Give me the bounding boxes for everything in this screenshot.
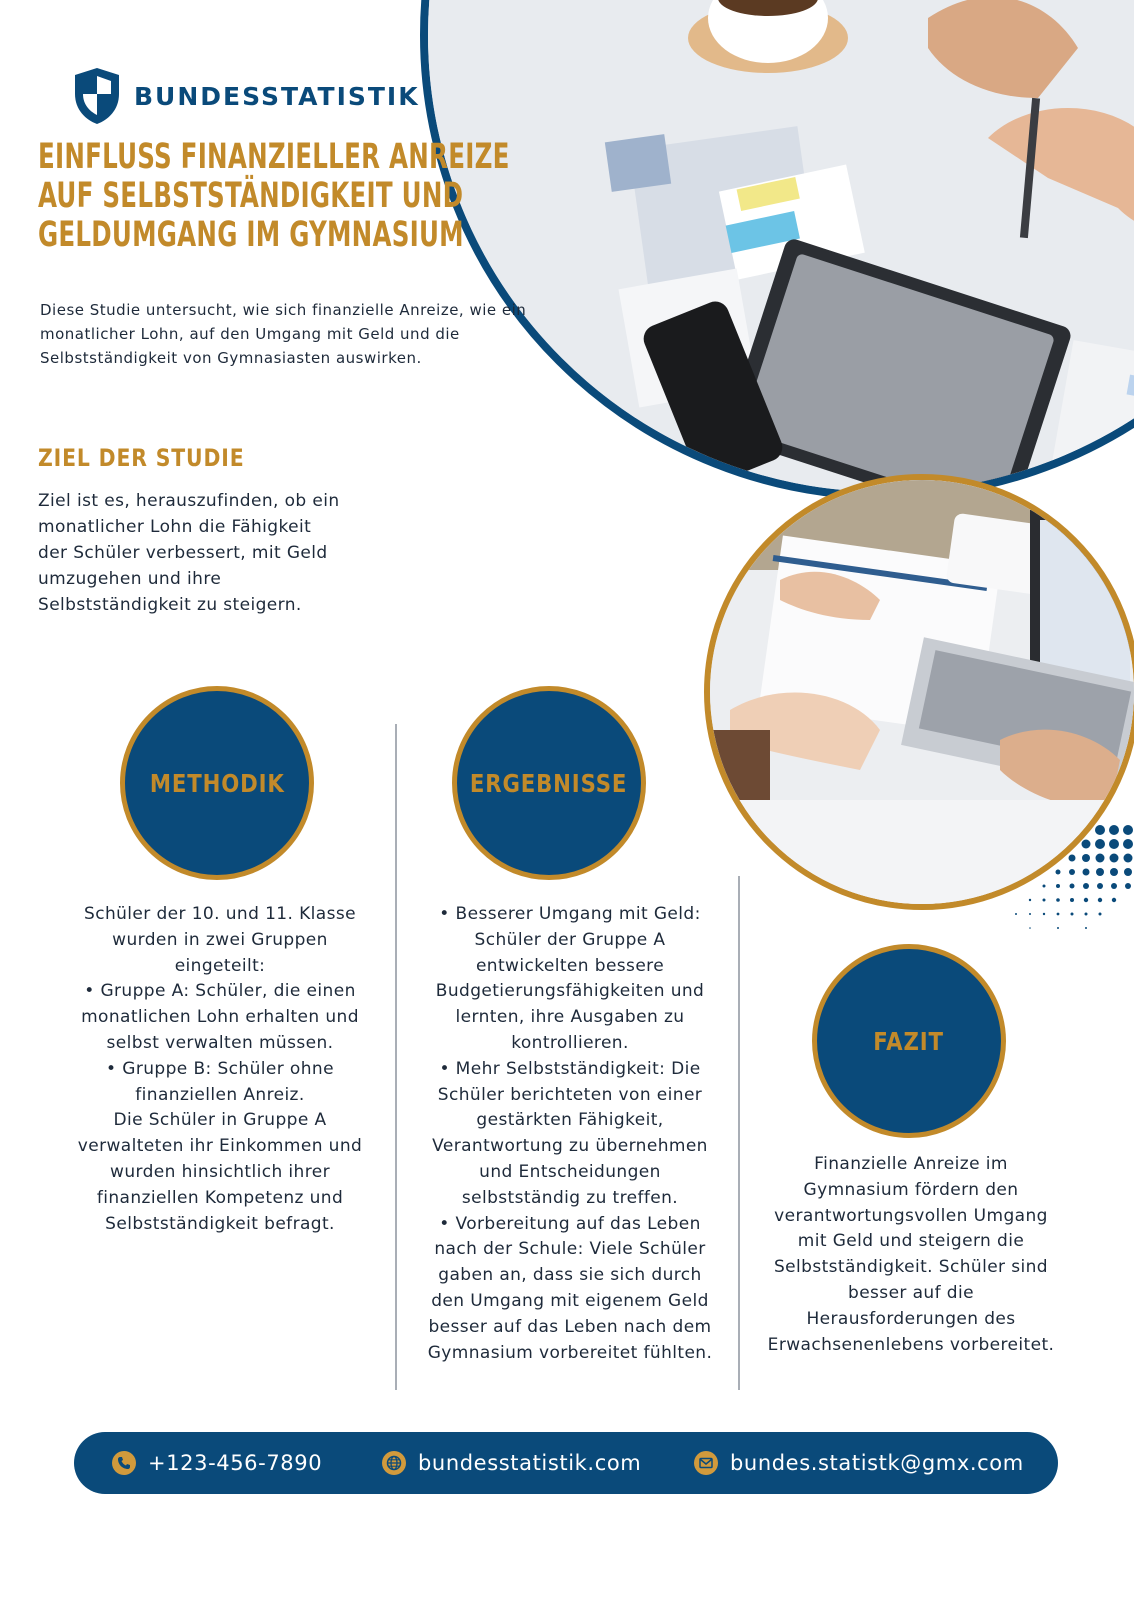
intro-line-2: monatlicher Lohn, auf den Umgang mit Geld und die [40, 325, 460, 343]
ergebnisse-line: und Entscheidungen [479, 1161, 661, 1182]
ergebnisse-line: nach der Schule: Viele Schüler [434, 1239, 706, 1260]
title-line-1: EINFLUSS FINANZIELLER ANREIZE [38, 137, 510, 177]
methodik-line: wurden hinsichtlich ihrer [110, 1161, 330, 1182]
intro-line-3: Selbstständigkeit von Gymnasiasten auswirken. [40, 349, 422, 367]
fazit-line: Herausforderungen des [806, 1308, 1016, 1329]
website-link: bundesstatistik.com [418, 1451, 642, 1475]
ergebnisse-line: Budgetierungsfähigkeiten und [435, 981, 705, 1002]
globe-icon [382, 1451, 406, 1475]
footer-website[interactable] [382, 1432, 641, 1494]
ergebnisse-line: Schüler berichteten von einer [437, 1084, 703, 1105]
ergebnisse-line: Verantwortung zu übernehmen [432, 1136, 708, 1157]
office-photo [704, 474, 1134, 910]
ergebnisse-line: lernten, ihre Ausgaben zu [455, 1007, 685, 1028]
methodik-text [50, 902, 390, 1237]
ziel-heading: ZIEL DER STUDIE [38, 444, 245, 472]
page-title [38, 138, 558, 255]
fazit-line: Gymnasium fördern den [803, 1179, 1019, 1200]
ergebnisse-text [400, 902, 740, 1366]
methodik-line: finanziellen Kompetenz und [96, 1187, 344, 1208]
ergebnisse-line: gestärkten Fähigkeit, [476, 1110, 664, 1131]
footer-phone[interactable] [112, 1432, 322, 1494]
phone-number: +123-456-7890 [148, 1451, 323, 1475]
fazit-line: mit Geld und steigern die [797, 1231, 1025, 1252]
ergebnisse-line: gaben an, dass sie sich durch [438, 1265, 702, 1286]
fazit-line: besser auf die [848, 1282, 974, 1303]
ergebnisse-line: Gymnasium vorbereitet fühlten. [427, 1342, 713, 1363]
shield-icon [72, 66, 122, 126]
fazit-line: Finanzielle Anreize im [814, 1154, 1008, 1174]
ergebnisse-line: Schüler der Gruppe A [474, 929, 666, 950]
ergebnisse-line: selbstständig zu treffen. [461, 1187, 679, 1208]
brand-logo [72, 66, 420, 126]
ergebnisse-line: • Besserer Umgang mit Geld: [439, 904, 701, 924]
fazit-line: verantwortungsvollen Umgang [774, 1205, 1048, 1226]
email-address: bundes.statistk@gmx.com [730, 1451, 1024, 1475]
methodik-line: selbst verwalten müssen. [106, 1032, 334, 1053]
fazit-heading: FAZIT [873, 1026, 945, 1056]
phone-icon [112, 1451, 136, 1475]
methodik-heading: METHODIK [149, 768, 285, 798]
methodik-badge [120, 686, 314, 880]
ziel-line: umzugehen und ihre [38, 569, 222, 589]
ziel-line: der Schüler verbessert, mit Geld [38, 543, 328, 563]
ziel-line: Ziel ist es, herauszufinden, ob ein [38, 491, 340, 511]
divider-left [395, 724, 397, 1390]
ziel-line: monatlicher Lohn die Fähigkeit [38, 517, 312, 537]
fazit-line: Selbstständigkeit. Schüler sind [773, 1257, 1048, 1278]
ergebnisse-line: den Umgang mit eigenem Geld [431, 1290, 709, 1311]
ergebnisse-heading: ERGEBNISSE [470, 768, 628, 798]
methodik-line: Die Schüler in Gruppe A [113, 1110, 327, 1131]
intro-paragraph [40, 298, 560, 370]
ergebnisse-line: • Mehr Selbstständigkeit: Die [439, 1058, 701, 1079]
ergebnisse-line: entwickelten bessere [475, 955, 665, 976]
mail-icon [694, 1451, 718, 1475]
ergebnisse-line: kontrollieren. [511, 1032, 629, 1053]
methodik-line: Schüler der 10. und 11. Klasse [84, 904, 356, 924]
methodik-line: wurden in zwei Gruppen [112, 929, 328, 950]
fazit-text [748, 1152, 1074, 1358]
contact-footer [74, 1432, 1058, 1494]
ergebnisse-line: besser auf das Leben nach dem [428, 1316, 712, 1337]
intro-line-1: Diese Studie untersucht, wie sich finanzielle Anreize, wie ein [40, 301, 527, 319]
methodik-line: finanziellen Anreiz. [135, 1084, 305, 1105]
ergebnisse-line: • Vorbereitung auf das Leben [439, 1213, 701, 1234]
ziel-section [38, 444, 398, 618]
methodik-line: eingeteilt: [174, 955, 266, 976]
ergebnisse-badge [452, 686, 646, 880]
methodik-line: verwalteten ihr Einkommen und [77, 1136, 363, 1157]
methodik-line: • Gruppe B: Schüler ohne [106, 1058, 334, 1079]
title-line-2: AUF SELBSTSTÄNDIGKEIT UND [38, 176, 464, 216]
ziel-line: Selbstständigkeit zu steigern. [38, 595, 302, 615]
title-line-3: GELDUMGANG IM GYMNASIUM [38, 215, 464, 255]
methodik-line: Selbstständigkeit befragt. [105, 1213, 335, 1234]
footer-email[interactable] [694, 1432, 1024, 1494]
fazit-line: Erwachsenenlebens vorbereitet. [767, 1334, 1055, 1355]
methodik-line: monatlichen Lohn erhalten und [81, 1007, 359, 1028]
fazit-badge [812, 944, 1006, 1138]
laptop-scene-illustration [710, 480, 1134, 904]
methodik-line: • Gruppe A: Schüler, die einen [84, 981, 356, 1002]
brand-name: BUNDESSTATISTIK [134, 81, 420, 111]
